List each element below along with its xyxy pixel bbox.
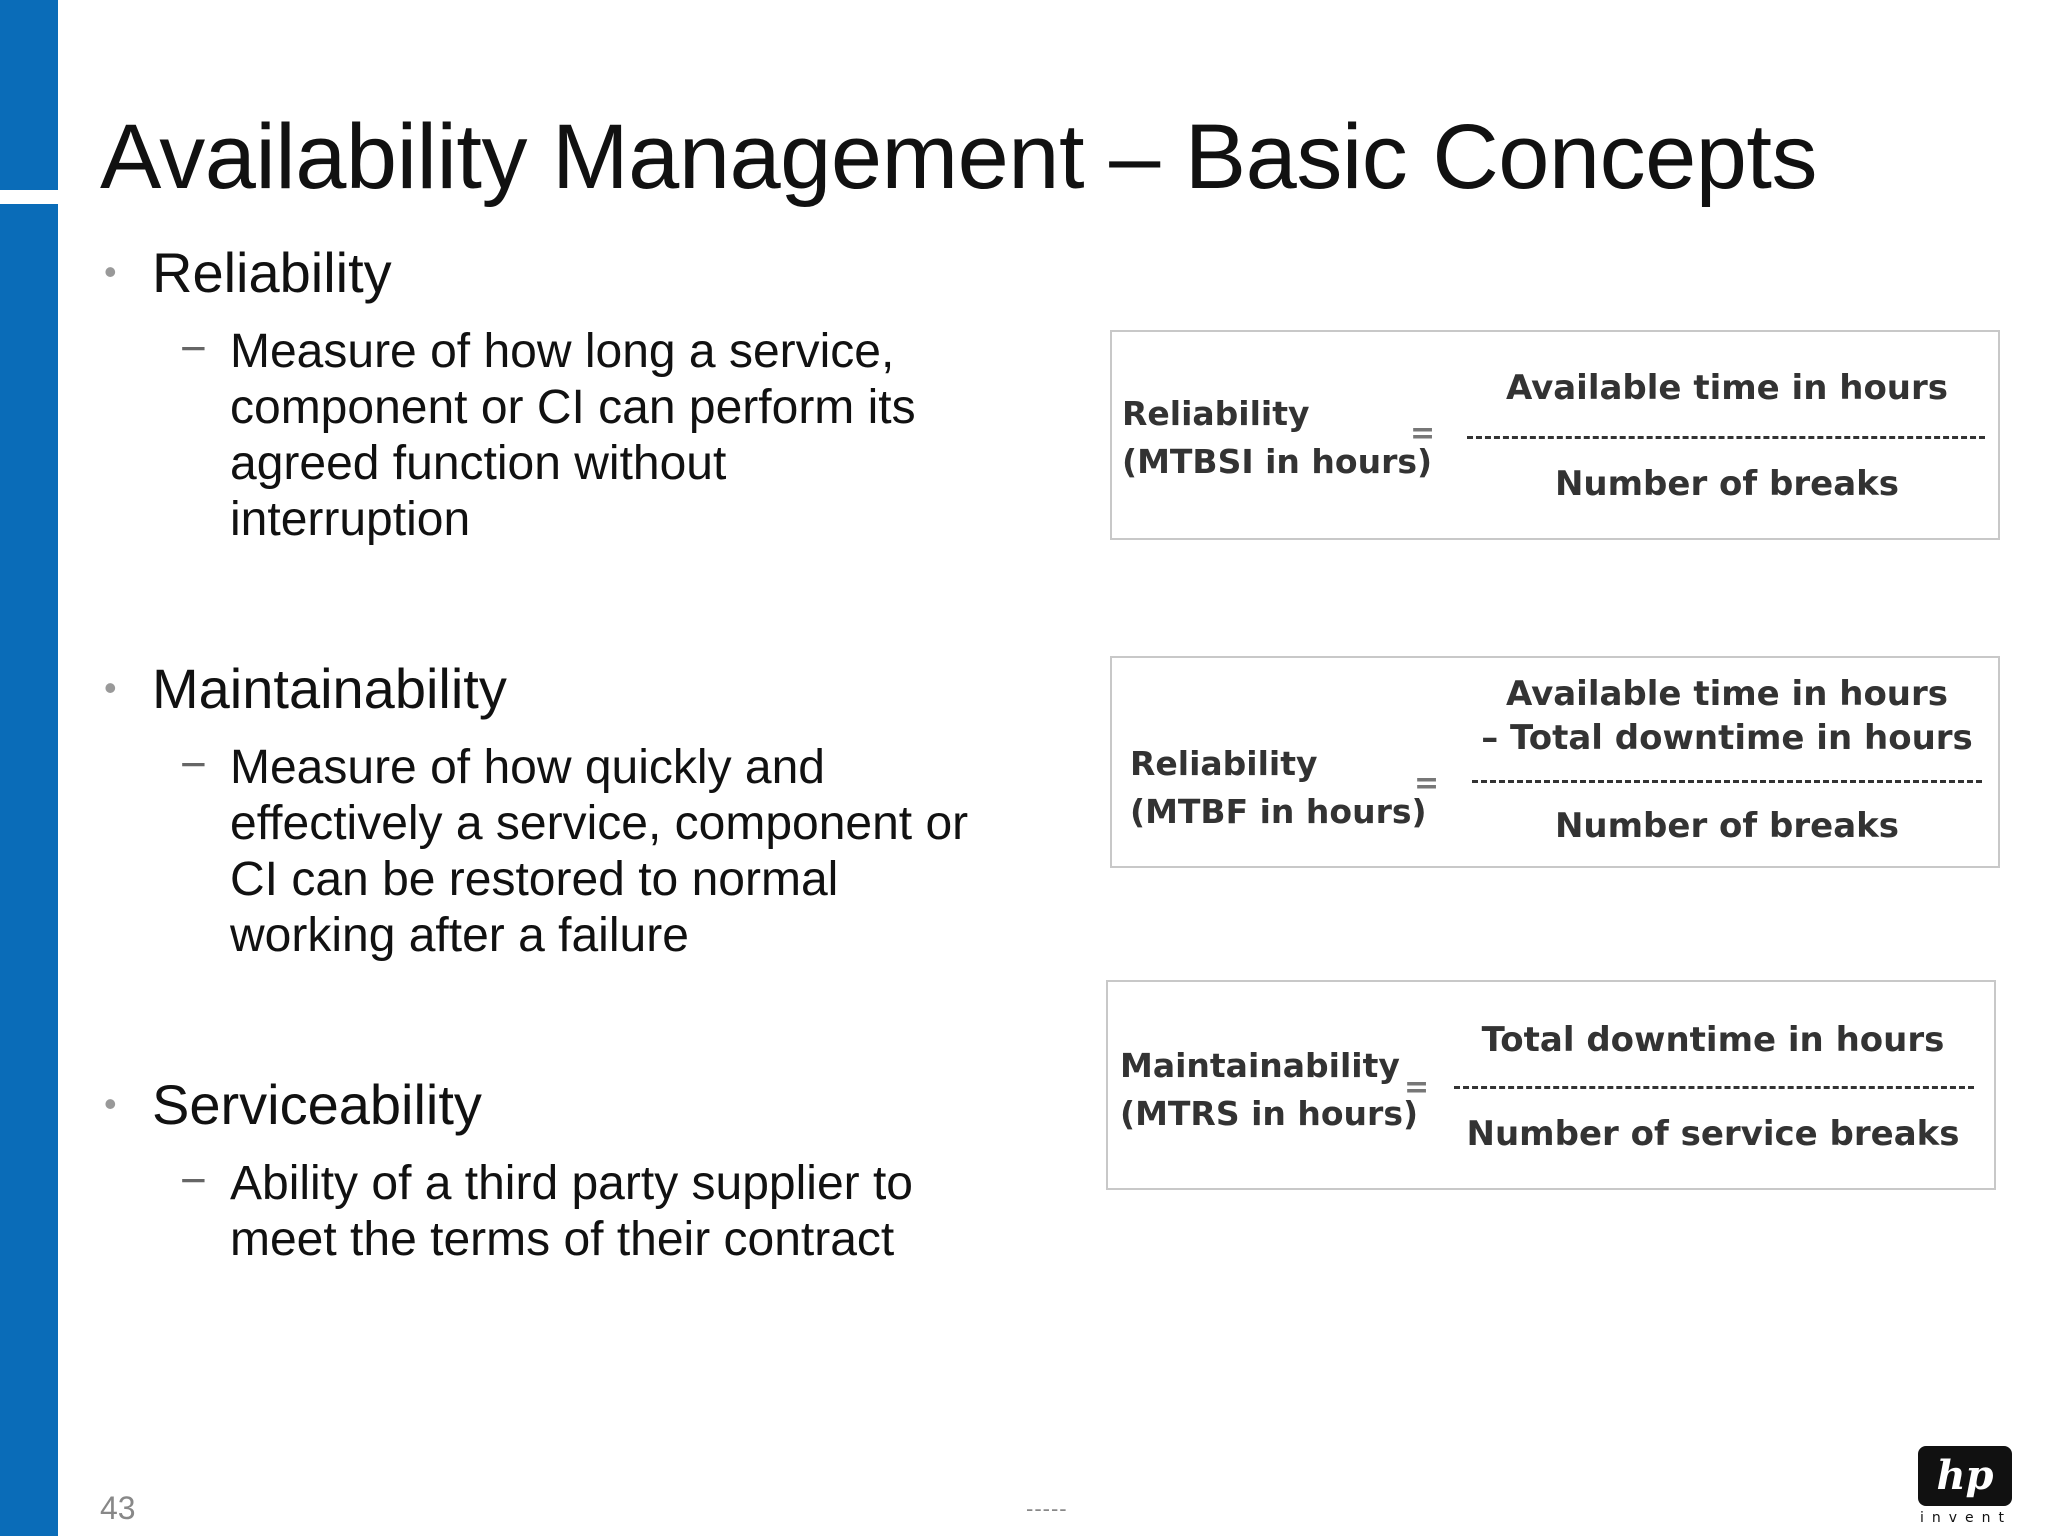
formula-reliability-mtbf bbox=[1110, 656, 2000, 868]
formula-numerator: Total downtime in hours bbox=[1481, 1020, 1945, 1060]
formula-fraction-bar bbox=[1467, 436, 1985, 439]
formula-lhs-unit: (MTRS in hours) bbox=[1120, 1094, 1419, 1133]
sub-bullet-text bbox=[230, 324, 1060, 548]
sub-bullet-dash-icon: − bbox=[180, 738, 207, 790]
left-accent-bar-bottom bbox=[0, 204, 58, 1536]
accent-bar-gap bbox=[0, 190, 58, 204]
formula-lhs bbox=[1122, 390, 1432, 486]
formula-numerator-line2: – Total downtime in hours bbox=[1481, 718, 1973, 758]
sub-bullet-line: effectively a service, component or bbox=[230, 797, 969, 850]
sub-bullet-dash-icon: − bbox=[180, 1154, 207, 1206]
sub-bullet-line: interruption bbox=[230, 493, 471, 546]
sub-bullet-line: CI can be restored to normal bbox=[230, 853, 839, 906]
sub-bullet-line: Measure of how long a service, bbox=[230, 325, 895, 378]
formula-lhs-term: Maintainability bbox=[1120, 1046, 1400, 1085]
formula-lhs-term: Reliability bbox=[1130, 744, 1318, 783]
formula-fraction-bar bbox=[1472, 780, 1982, 783]
bullet-heading: Reliability bbox=[152, 241, 392, 304]
formula-numerator: Available time in hours bbox=[1505, 674, 1949, 714]
formula-denominator: Number of breaks bbox=[1554, 464, 1900, 504]
formula-reliability-mtbsi bbox=[1110, 330, 2000, 540]
sub-bullet-line: Measure of how quickly and bbox=[230, 741, 825, 794]
hp-logo-mark: hp bbox=[1936, 1452, 1994, 1499]
formula-denominator: Number of service breaks bbox=[1466, 1114, 1960, 1154]
sub-bullet-line: component or CI can perform its bbox=[230, 381, 916, 434]
sub-bullet-dash-icon: − bbox=[180, 322, 207, 374]
formula-lhs bbox=[1130, 740, 1427, 836]
left-accent-bar-top bbox=[0, 0, 58, 190]
bullet-dot-icon: • bbox=[104, 667, 117, 708]
formula-equals: = bbox=[1404, 1070, 1430, 1105]
sub-bullet-text bbox=[230, 1156, 1060, 1268]
formula-equals: = bbox=[1414, 766, 1440, 801]
formula-numerator: Available time in hours bbox=[1505, 368, 1949, 408]
formula-lhs-unit: (MTBSI in hours) bbox=[1122, 442, 1433, 481]
sub-bullet-line: Ability of a third party supplier to bbox=[230, 1157, 913, 1210]
bullet-heading: Serviceability bbox=[152, 1073, 482, 1136]
sub-bullet-text bbox=[230, 740, 1060, 964]
footer-text: ----- bbox=[1026, 1496, 1068, 1521]
hp-logo bbox=[1916, 1446, 2016, 1526]
bullet-heading: Maintainability bbox=[152, 657, 507, 720]
hp-logo-tagline: invent bbox=[1919, 1510, 2013, 1526]
formula-equals: = bbox=[1410, 416, 1436, 451]
bullet-dot-icon: • bbox=[104, 251, 117, 292]
hp-logo-icon bbox=[1918, 1446, 2012, 1506]
sub-bullet-line: working after a failure bbox=[230, 909, 689, 962]
slide-title: Availability Management – Basic Concepts bbox=[100, 106, 1817, 208]
bullet-dot-icon: • bbox=[104, 1083, 117, 1124]
formula-fraction-bar bbox=[1454, 1086, 1974, 1089]
formula-lhs-unit: (MTBF in hours) bbox=[1130, 792, 1427, 831]
formula-lhs-term: Reliability bbox=[1122, 394, 1310, 433]
page-number: 43 bbox=[100, 1490, 136, 1526]
formula-denominator: Number of breaks bbox=[1554, 806, 1900, 846]
formula-lhs bbox=[1120, 1042, 1418, 1138]
formula-maintainability-mtrs bbox=[1106, 980, 1996, 1190]
sub-bullet-line: agreed function without bbox=[230, 437, 727, 490]
sub-bullet-line: meet the terms of their contract bbox=[230, 1213, 895, 1266]
